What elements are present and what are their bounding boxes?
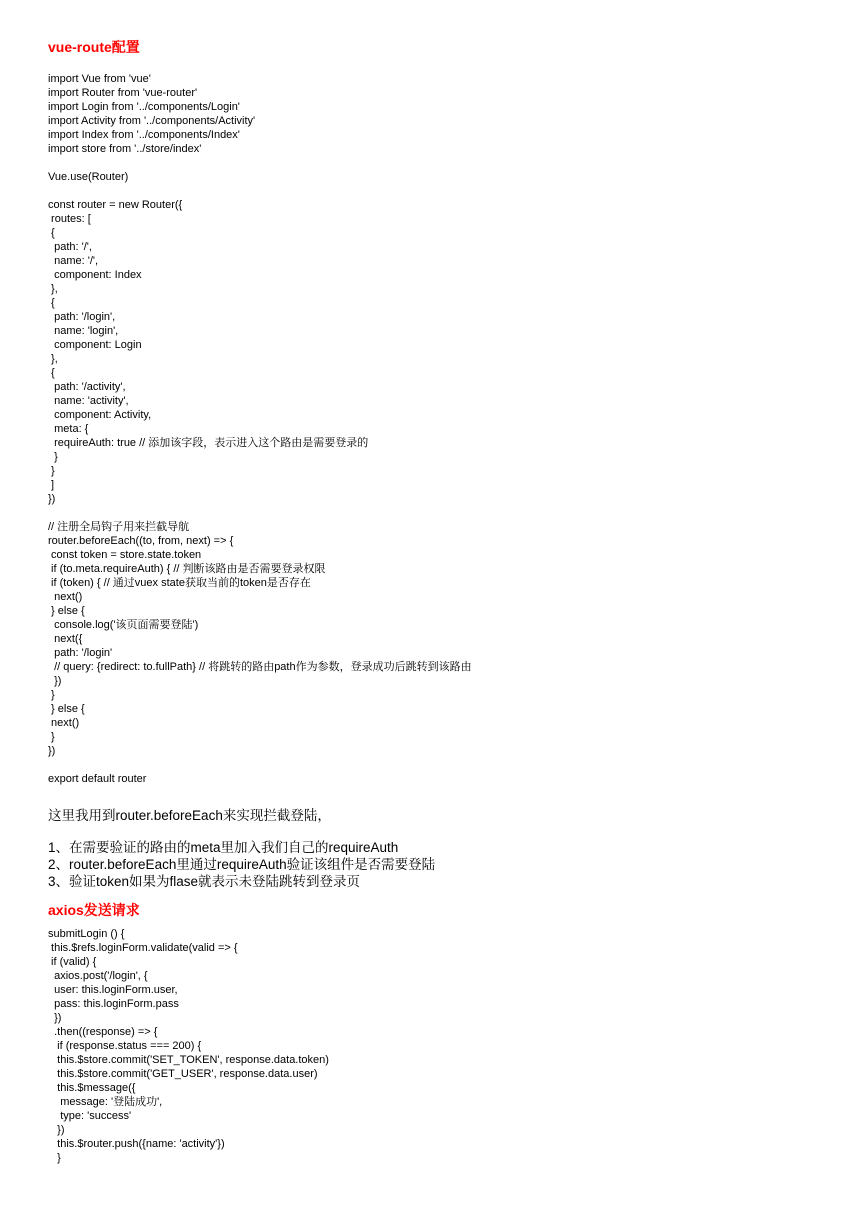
code-line: } xyxy=(48,1152,61,1164)
code-line xyxy=(48,506,828,520)
code-line: } else { xyxy=(48,605,85,617)
code-line: user: this.loginForm.user, xyxy=(48,984,178,996)
code-line: import Index from '../components/Index' xyxy=(48,129,240,141)
code-line: name: 'activity', xyxy=(48,395,129,407)
code-line: import Login from '../components/Login' xyxy=(48,101,240,113)
code-line: next() xyxy=(48,591,83,603)
code-line: this.$store.commit('SET_TOKEN', response.data.token) xyxy=(48,1054,329,1066)
code-line: } xyxy=(48,451,58,463)
code-line: export default router xyxy=(48,773,147,785)
code-line: this.$refs.loginForm.validate(valid => { xyxy=(48,942,238,954)
code-line: pass: this.loginForm.pass xyxy=(48,998,179,1010)
code-line: }, xyxy=(48,283,58,295)
code-line: ] xyxy=(48,479,55,491)
code-line: routes: [ xyxy=(48,213,91,225)
code-line: this.$router.push({name: 'activity'}) xyxy=(48,1138,225,1150)
code-line: component: Activity, xyxy=(48,409,152,421)
code-line xyxy=(48,184,828,198)
code-line: }) xyxy=(48,1124,65,1136)
code-line xyxy=(48,758,828,772)
code-line: import Vue from 'vue' xyxy=(48,73,151,85)
code-line: path: '/login' xyxy=(48,647,113,659)
code-line: } xyxy=(48,731,55,743)
code-line: console.log('该页面需要登陆') xyxy=(48,619,199,631)
code-line: { xyxy=(48,227,55,239)
code-line: { xyxy=(48,297,55,309)
code-line: } xyxy=(48,465,55,477)
code-line: }, xyxy=(48,353,58,365)
code-line: next() xyxy=(48,717,80,729)
section-heading-axios: axios发送请求 xyxy=(48,902,140,918)
list-item: 1、在需要验证的路由的meta里加入我们自己的requireAuth xyxy=(48,840,399,855)
explanation-list xyxy=(48,839,828,890)
code-line: requireAuth: true // 添加该字段，表示进入这个路由是需要登录的 xyxy=(48,437,369,449)
code-line: path: '/activity', xyxy=(48,381,126,393)
code-line: submitLogin () { xyxy=(48,928,125,940)
code-line: if (to.meta.requireAuth) { // 判断该路由是否需要登录权限 xyxy=(48,563,326,575)
code-block-router-config xyxy=(48,72,828,786)
code-line: import Activity from '../components/Activity' xyxy=(48,115,256,127)
code-line: this.$message({ xyxy=(48,1082,136,1094)
code-line: component: Login xyxy=(48,339,142,351)
list-item: 2、router.beforeEach里通过requireAuth验证该组件是否需要登陆 xyxy=(48,857,436,872)
code-line: this.$store.commit('GET_USER', response.data.user) xyxy=(48,1068,318,1080)
code-line: name: '/', xyxy=(48,255,99,267)
code-line: import store from '../store/index' xyxy=(48,143,202,155)
code-line: meta: { xyxy=(48,423,89,435)
code-line: import Router from 'vue-router' xyxy=(48,87,198,99)
code-line: if (response.status === 200) { xyxy=(48,1040,202,1052)
code-line: path: '/', xyxy=(48,241,92,253)
code-line: router.beforeEach((to, from, next) => { xyxy=(48,535,234,547)
code-line xyxy=(48,156,828,170)
code-line: .then((response) => { xyxy=(48,1026,158,1038)
code-line: // 注册全局钩子用来拦截导航 xyxy=(48,521,190,533)
code-line: }) xyxy=(48,675,62,687)
code-line: const router = new Router({ xyxy=(48,199,183,211)
code-line: } xyxy=(48,689,55,701)
code-line: if (token) { // 通过vuex state获取当前的token是否存在 xyxy=(48,577,311,589)
list-item: 3、验证token如果为flase就表示未登陆跳转到登录页 xyxy=(48,874,361,889)
intro-paragraph: 这里我用到router.beforeEach来实现拦截登陆， xyxy=(48,808,331,823)
code-line: Vue.use(Router) xyxy=(48,171,129,183)
code-line: // query: {redirect: to.fullPath} // 将跳转的路由path作为参数，登录成功后跳转到该路由 xyxy=(48,661,472,673)
code-line: axios.post('/login', { xyxy=(48,970,148,982)
section-heading-vue-route: vue-route配置 xyxy=(48,39,140,55)
code-line: } else { xyxy=(48,703,85,715)
code-line: message: '登陆成功', xyxy=(48,1096,163,1108)
code-line: }) xyxy=(48,745,56,757)
code-block-axios-login xyxy=(48,927,828,1165)
code-line: path: '/login', xyxy=(48,311,116,323)
code-line: }) xyxy=(48,493,56,505)
code-line: type: 'success' xyxy=(48,1110,132,1122)
code-line: next({ xyxy=(48,633,83,645)
code-line: { xyxy=(48,367,55,379)
code-line: if (valid) { xyxy=(48,956,97,968)
document-page xyxy=(48,38,828,1165)
code-line: }) xyxy=(48,1012,62,1024)
code-line: name: 'login', xyxy=(48,325,119,337)
code-line: const token = store.state.token xyxy=(48,549,202,561)
code-line: component: Index xyxy=(48,269,142,281)
